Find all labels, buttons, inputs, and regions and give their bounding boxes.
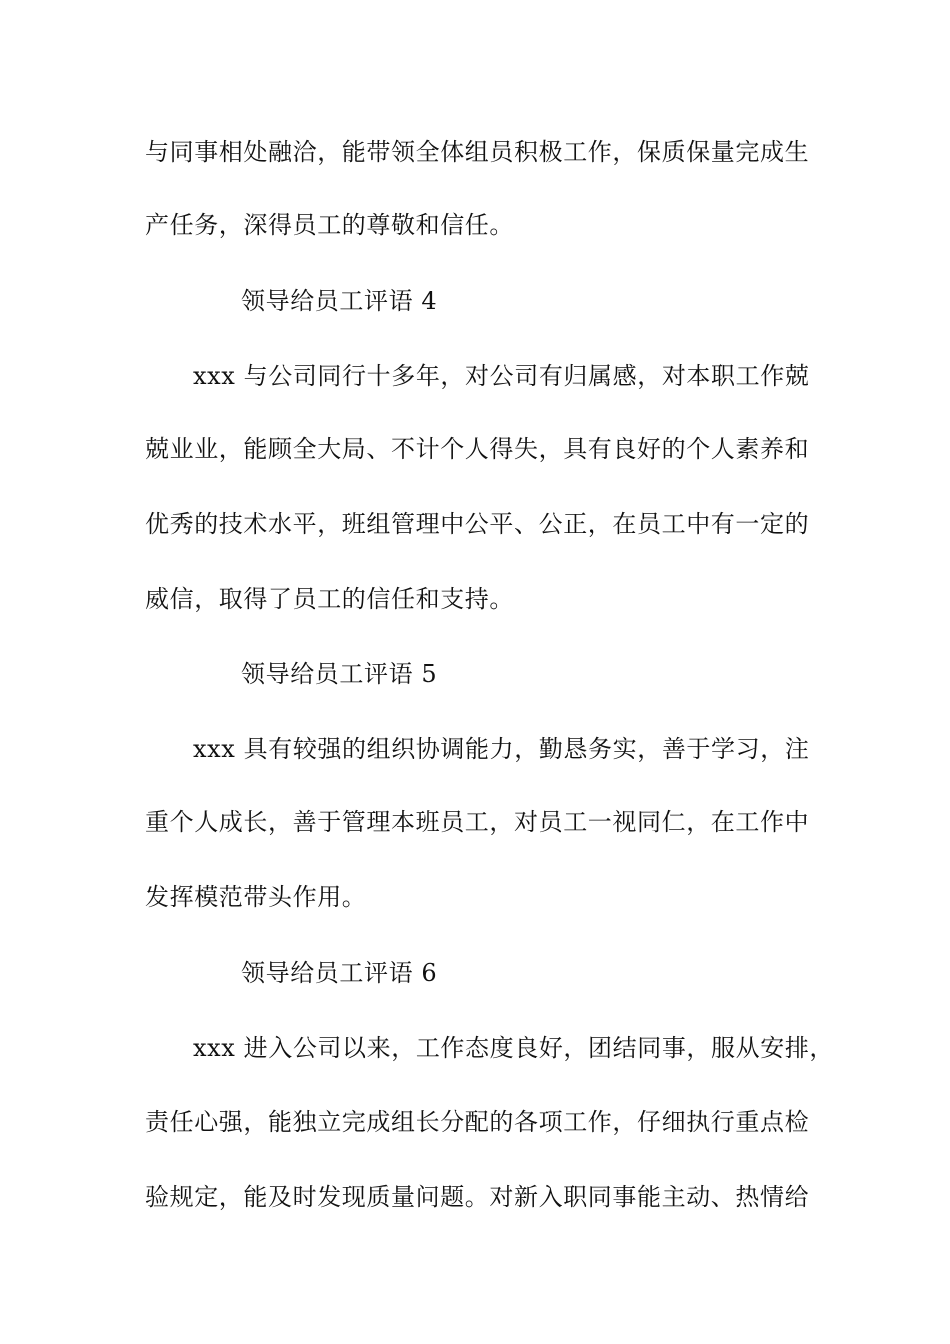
paragraph-line: 兢业业，能顾全大局、不计个人得失，具有良好的个人素养和 [145, 435, 810, 463]
paragraph-line: 验规定，能及时发现质量问题。对新入职同事能主动、热情给 [145, 1183, 810, 1211]
paragraph-line: 发挥模范带头作用。 [145, 883, 367, 911]
section-heading: 领导给员工评语 5 [241, 660, 438, 688]
paragraph-line: 责任心强，能独立完成组长分配的各项工作，仔细执行重点检 [145, 1108, 810, 1136]
paragraph-line: 重个人成长，善于管理本班员工，对员工一视同仁，在工作中 [145, 808, 810, 836]
paragraph-line: xxx 进入公司以来，工作态度良好，团结同事，服从安排， [193, 1034, 835, 1062]
paragraph-line: 威信，取得了员工的信任和支持。 [145, 585, 514, 613]
paragraph-line: 与同事相处融洽，能带领全体组员积极工作，保质保量完成生 [145, 138, 810, 166]
paragraph-line: 产任务，深得员工的尊敬和信任。 [145, 211, 514, 239]
paragraph-line: 优秀的技术水平，班组管理中公平、公正，在员工中有一定的 [145, 510, 810, 538]
paragraph-line: xxx 具有较强的组织协调能力，勤恳务实，善于学习，注 [193, 735, 810, 763]
paragraph-line: xxx 与公司同行十多年，对公司有归属感，对本职工作兢 [193, 362, 810, 390]
section-heading: 领导给员工评语 6 [241, 959, 438, 987]
section-heading: 领导给员工评语 4 [241, 287, 438, 315]
